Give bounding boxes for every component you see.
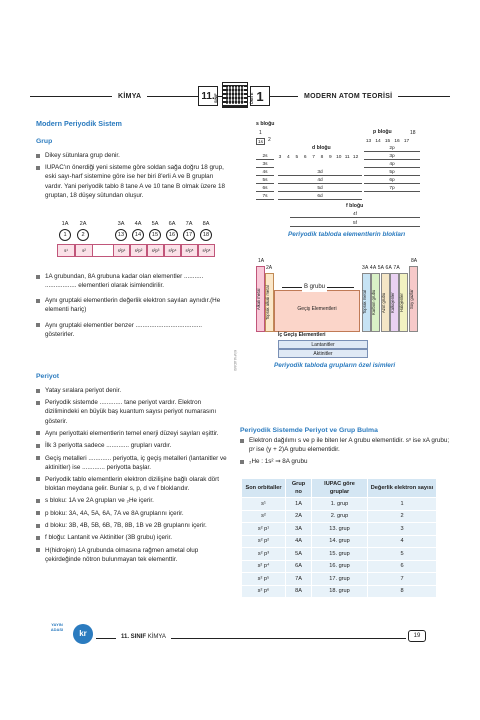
bulma-list (240, 436, 450, 470)
s-row: 1s (257, 140, 264, 145)
d-row: 3d (278, 169, 362, 176)
table-cell: 1 (368, 498, 437, 511)
group-number: 16 (166, 229, 178, 241)
table-cell: 6A (286, 560, 312, 573)
table-cell: 6 (368, 560, 437, 573)
grade-suffix: SINIF (214, 93, 218, 103)
p-row: 7p (364, 185, 420, 192)
list-item: f bloğu: Lantanit ve Aktinitler (3B grubu) içerir. (36, 533, 228, 542)
table-row (242, 523, 437, 536)
group-label: 5A (377, 265, 384, 271)
group-column-label: Halojenler (399, 293, 405, 312)
col-label: 1 (259, 130, 262, 136)
list-item: ₂He : 1s² ⇒ 8A grubu (240, 457, 450, 466)
list-item: Dikey sütunlara grup denir. (36, 151, 228, 160)
list-item: İlk 3 periyotta sadece ............. grupları vardır. (36, 441, 228, 450)
table-cell: 13. grup (312, 523, 368, 536)
group-column-label: Karbon grubu (371, 289, 377, 316)
p-col-label: 16 (394, 139, 400, 144)
d-col-label: 5 (295, 155, 299, 160)
group-1a: 1A (258, 258, 265, 264)
footer-label (116, 633, 171, 642)
p-row: 4p (364, 161, 420, 168)
p-col-label: 15 (384, 139, 391, 144)
d-col-label: 8 (320, 155, 324, 160)
publisher-logo: YAYIN ADASI (50, 622, 64, 632)
subject-label: KİMYA (112, 92, 147, 102)
group-label: 6A (385, 265, 392, 271)
table-cell: 4 (368, 535, 437, 548)
table-cell: s¹ (242, 498, 286, 511)
d-col-label: 9 (329, 155, 332, 160)
list-item: Periyodik tablo elementlerin elektron dizilişine bağlı olarak dört bloktan meydana gelir. Bunlar s, p, d ve f bloklarıdır. (36, 475, 228, 493)
p-row: 6p (364, 177, 420, 184)
s-row: 5s (256, 177, 274, 184)
table-row (242, 585, 437, 598)
grup-list-2 (36, 272, 228, 342)
table-cell: s² p³ (242, 548, 286, 561)
p-row: 3p (364, 153, 420, 160)
group-label: 5A (151, 221, 159, 227)
table-header: Grup no (286, 479, 312, 498)
table-row (242, 548, 437, 561)
group-column-label: Soy gazlar (408, 289, 414, 309)
grup-title: Grup (36, 138, 53, 145)
table-cell: 2A (286, 510, 312, 523)
inner-transition-title: İç Geçiş Elementleri (278, 332, 326, 338)
config-cell: s²p² (130, 244, 147, 257)
p-col-label: 17 (403, 139, 410, 144)
table-cell: 17. grup (312, 573, 368, 586)
p-col-label: 13 (365, 139, 372, 144)
actinides-row: Aktinitler (278, 349, 368, 358)
group-table (241, 478, 437, 598)
footer-subject: KİMYA (147, 634, 166, 640)
table-cell: 15. grup (312, 548, 368, 561)
f-block-label: f bloğu (346, 203, 364, 209)
bulma-title: Periyodik Sistemde Periyot ve Grup Bulma (240, 427, 378, 434)
s-row: 3s (256, 161, 274, 168)
table-row (242, 510, 437, 523)
list-item: s bloku: 1A ve 2A grupları ve ₂He içerir. (36, 496, 228, 505)
table-header: IUPAC göre gruplar (312, 479, 368, 498)
p-col-label: 14 (375, 139, 381, 144)
topic-label: MODERN ATOM TEORİSİ (298, 92, 398, 102)
table-cell: s² p⁴ (242, 560, 286, 573)
table-cell: 5 (368, 548, 437, 561)
f-row: 5f (290, 220, 420, 227)
grade-box: 11. (198, 86, 218, 106)
group-label: 7A (185, 221, 193, 227)
table-cell: 7 (368, 573, 437, 586)
group-number: 18 (200, 229, 212, 241)
table-header: Değerlik elektron sayısı (368, 479, 437, 498)
p-row: 2p (364, 145, 420, 152)
list-item: Aynı periyottaki elementlerin temel enerji düzeyi sayıları eşittir. (36, 429, 228, 438)
group-column-label: Azot grubu (380, 292, 386, 313)
section-title: Modern Periyodik Sistem (36, 119, 122, 128)
gap-cell (93, 244, 113, 257)
brand-logo: kr (73, 624, 93, 644)
config-cell: s²p⁶ (198, 244, 215, 257)
s-row: 2s (256, 153, 274, 160)
qr-code-icon[interactable] (222, 82, 248, 108)
group-label: 1A (61, 221, 69, 227)
table-cell: 1A (286, 498, 312, 511)
d-block-label: d bloğu (312, 145, 331, 151)
s-row: 4s (256, 169, 274, 176)
list-item: p bloku: 3A, 4A, 5A, 6A, 7A ve 8A gruplarını içerir. (36, 509, 228, 518)
d-col-label: 7 (312, 155, 315, 160)
config-cell: s²p⁴ (164, 244, 181, 257)
group-number: 17 (183, 229, 195, 241)
table-cell: 1. grup (312, 498, 368, 511)
table-cell: s² p² (242, 535, 286, 548)
table-cell: 18. grup (312, 585, 368, 598)
group-2a: 2A (266, 265, 273, 271)
p-row: 5p (364, 169, 420, 176)
periyot-list (36, 386, 228, 567)
p-group-labels (362, 265, 400, 272)
list-item: Elektron dağılımı s ve p ile biten ler A grubu elementidir. sˣ ise xA grubu; pʸ ise (y + 2)A grubu elementidir. (240, 436, 450, 454)
table-row (242, 498, 437, 511)
group-label: 3A (117, 221, 125, 227)
periyot-title: Periyot (36, 373, 60, 380)
list-item: H(hidrojen) 1A grubunda olmasına rağmen ametal olup çekirdeğinde nötron bulunmayan tek elementtir. (36, 546, 228, 564)
table-cell: 3A (286, 523, 312, 536)
group-number: 13 (115, 229, 127, 241)
s-row: 7s (256, 193, 274, 200)
table-cell: 5A (286, 548, 312, 561)
d-col-label: 12 (352, 155, 359, 160)
col-label: 2 (268, 137, 271, 143)
group-8a: 8A (411, 258, 418, 264)
groups-caption: Periyodik tabloda grupların özel isimleri (274, 362, 396, 369)
d-col-label: 3 (278, 155, 282, 160)
list-item: 1A grubundan, 8A grubuna kadar olan elementler ........... .................. elementleri olarak isimlendirilir. (36, 272, 228, 290)
group-number: 14 (132, 229, 144, 241)
table-cell: 7A (286, 573, 312, 586)
grup-list (36, 151, 228, 203)
table-cell: s² p⁵ (242, 573, 286, 586)
list-item: Aynı gruptaki elementlerin değerlik elektron sayıları aynıdır.(He elementi hariç) (36, 296, 228, 314)
unit-box: 1 (250, 86, 270, 106)
d-col-label: 11 (344, 155, 350, 160)
group-label: 3A (362, 265, 369, 271)
toprak-alkali-label: Toprak alkali metal (265, 285, 270, 320)
d-row: 6d (278, 193, 362, 200)
lanthanides-row: Lantanitler (278, 340, 368, 349)
d-row: 4d (278, 177, 362, 184)
list-item: d bloku: 3B, 4B, 5B, 6B, 7B, 8B, 1B ve 2B gruplarını içerir. (36, 521, 228, 530)
page-number: 19 (408, 630, 426, 642)
group-column-label: Toprak metal (362, 290, 367, 315)
transition-label: Geçiş Elementleri (297, 306, 337, 312)
table-cell: s² p⁶ (242, 585, 286, 598)
table-cell: s² p¹ (242, 523, 286, 536)
d-row: 5d (278, 185, 362, 192)
table-row (242, 535, 437, 548)
group-label: 4A (134, 221, 142, 227)
group-label: 4A (369, 265, 377, 271)
list-item: Geçiş metalleri ............. periyotta, iç geçiş metalleri (lantanitler ve aktinitler) ise ............. periyotta başlar. (36, 454, 228, 472)
table-row (242, 573, 437, 586)
alkali-label: Alkali metal (256, 288, 261, 310)
table-cell: 2. grup (312, 510, 368, 523)
p-block-label: p bloğu (373, 129, 392, 135)
config-cell: s²p¹ (113, 244, 130, 257)
table-cell: 14. grup (312, 535, 368, 548)
group-label: 2A (79, 221, 87, 227)
d-col-label: 10 (336, 155, 342, 160)
list-item: Aynı gruptaki elementler benzer ...................................... gösterirler. (36, 321, 228, 339)
side-label: KİMYA ADASI (232, 350, 237, 372)
s-block-label: s bloğu (256, 121, 275, 127)
col-label: 18 (410, 130, 416, 136)
group-number: 1 (59, 229, 71, 241)
blocks-caption: Periyodik tabloda elementlerin blokları (288, 231, 406, 238)
f-row: 4f (290, 211, 420, 218)
table-cell: 16. grup (312, 560, 368, 573)
b-group-label: B grubu (304, 284, 326, 290)
config-cell: s² (75, 244, 93, 257)
table-cell: s² (242, 510, 286, 523)
table-cell: 3 (368, 523, 437, 536)
table-header: Son orbitaller (242, 479, 286, 498)
table-cell: 8A (286, 585, 312, 598)
config-cell: s¹ (57, 244, 75, 257)
d-col-label: 4 (287, 155, 290, 160)
footer-grade: 11. SINIF (121, 634, 147, 640)
list-item: Yatay sıralara periyot denir. (36, 386, 228, 395)
table-cell: 2 (368, 510, 437, 523)
s-row: 6s (256, 185, 274, 192)
group-label: 6A (168, 221, 176, 227)
group-number: 15 (149, 229, 161, 241)
table-cell: 4A (286, 535, 312, 548)
d-col-label: 6 (303, 155, 307, 160)
unit-label: ÜNİTE (250, 92, 254, 104)
group-column-label: Kalkojenler (389, 292, 395, 313)
table-row (242, 560, 437, 573)
config-cell: s²p⁵ (181, 244, 198, 257)
list-item: IUPAC'ın önerdiği yeni sisteme göre soldan sağa doğru 18 grup, eski sayı-harf sistemine göre ise her biri 8'erli A ve B grupları vardır. Yani periyodik tablo 8 tane A ve 10 tane B olmak üzere 18 gruptan, 18 düşey sütundan oluşur. (36, 163, 228, 200)
list-item: Periyodik sistemde ............. tane periyot vardır. Elektron dizilimindeki en büyük baş kuantum sayısı periyot numarasını gösterir. (36, 398, 228, 425)
config-cell: s²p³ (147, 244, 164, 257)
group-label: 8A (202, 221, 210, 227)
table-cell: 8 (368, 585, 437, 598)
group-number: 2 (77, 229, 89, 241)
group-label: 7A (393, 265, 400, 271)
